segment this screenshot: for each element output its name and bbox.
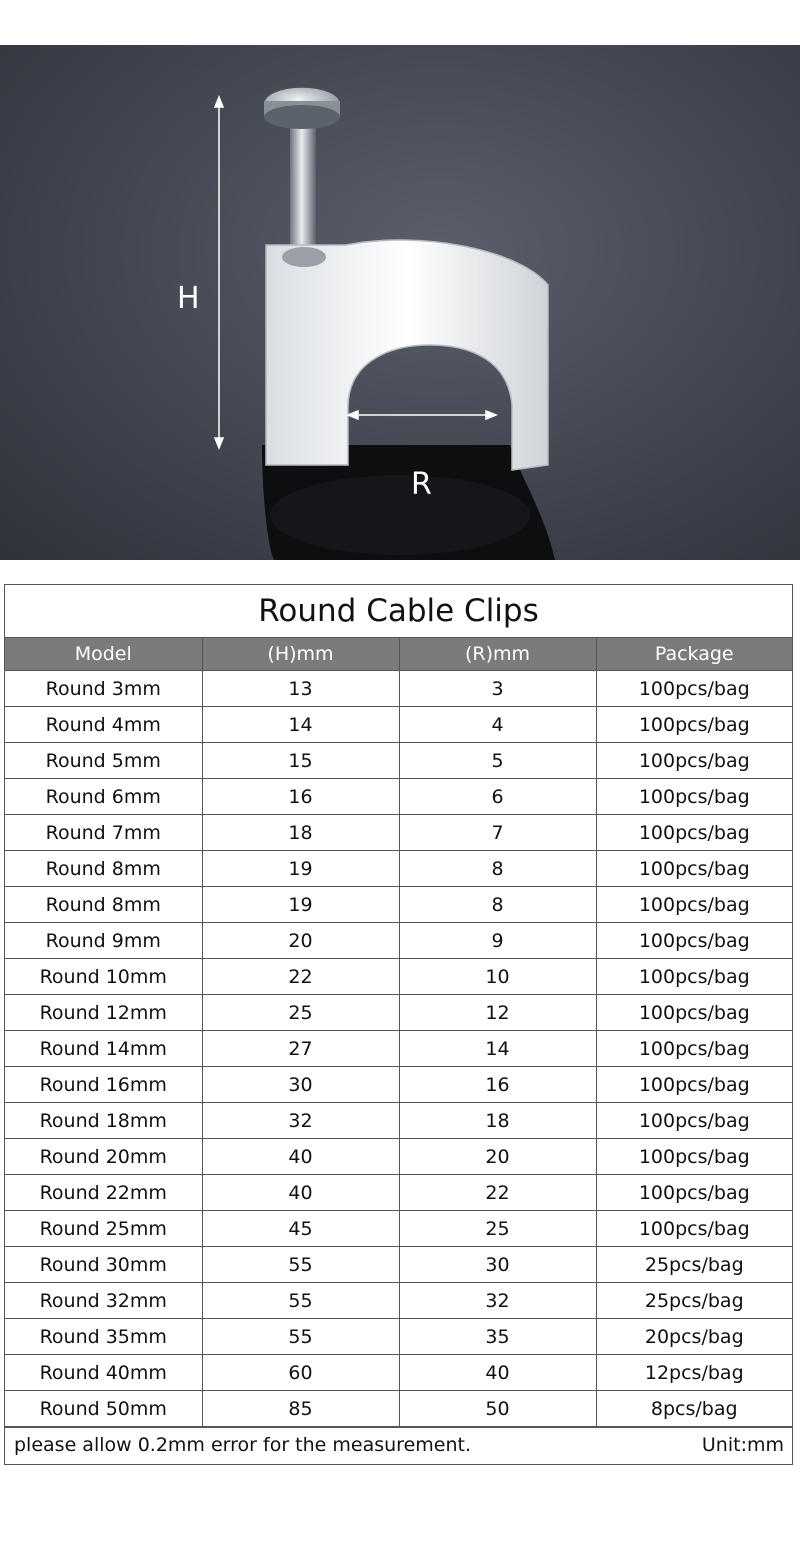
radius-label: R <box>411 467 432 502</box>
cell-package: 20pcs/bag <box>596 1319 792 1355</box>
table-row <box>5 815 792 851</box>
cell-radius: 10 <box>399 959 596 995</box>
cell-package: 100pcs/bag <box>596 1139 792 1175</box>
cell-radius: 3 <box>399 671 596 707</box>
cell-model: Round 6mm <box>5 779 202 815</box>
cell-radius: 9 <box>399 923 596 959</box>
cell-model: Round 10mm <box>5 959 202 995</box>
height-label: H <box>177 281 200 316</box>
cell-model: Round 5mm <box>5 743 202 779</box>
table-row <box>5 1031 792 1067</box>
cell-model: Round 14mm <box>5 1031 202 1067</box>
cell-radius: 6 <box>399 779 596 815</box>
cell-height: 25 <box>202 995 399 1031</box>
cell-model: Round 40mm <box>5 1355 202 1391</box>
cell-package: 100pcs/bag <box>596 671 792 707</box>
table-row <box>5 959 792 995</box>
cell-package: 25pcs/bag <box>596 1283 792 1319</box>
table-row <box>5 743 792 779</box>
cell-height: 85 <box>202 1391 399 1427</box>
cell-package: 100pcs/bag <box>596 851 792 887</box>
cell-radius: 32 <box>399 1283 596 1319</box>
measurement-note: please allow 0.2mm error for the measurement. <box>14 1434 471 1456</box>
cell-height: 45 <box>202 1211 399 1247</box>
cell-package: 100pcs/bag <box>596 779 792 815</box>
table-row <box>5 1103 792 1139</box>
table-row <box>5 1355 792 1391</box>
cell-package: 100pcs/bag <box>596 923 792 959</box>
cell-height: 19 <box>202 887 399 923</box>
cell-radius: 40 <box>399 1355 596 1391</box>
cell-height: 40 <box>202 1175 399 1211</box>
clip-body <box>266 240 548 470</box>
cell-radius: 25 <box>399 1211 596 1247</box>
product-photo <box>0 45 800 560</box>
cell-radius: 16 <box>399 1067 596 1103</box>
cell-package: 100pcs/bag <box>596 815 792 851</box>
cell-model: Round 7mm <box>5 815 202 851</box>
cell-height: 27 <box>202 1031 399 1067</box>
cell-radius: 7 <box>399 815 596 851</box>
cell-height: 55 <box>202 1319 399 1355</box>
cell-package: 100pcs/bag <box>596 1067 792 1103</box>
cell-model: Round 4mm <box>5 707 202 743</box>
cell-model: Round 9mm <box>5 923 202 959</box>
header-radius: (R)mm <box>399 638 596 671</box>
cell-height: 15 <box>202 743 399 779</box>
cell-height: 30 <box>202 1067 399 1103</box>
cell-model: Round 12mm <box>5 995 202 1031</box>
cell-model: Round 50mm <box>5 1391 202 1427</box>
cell-model: Round 8mm <box>5 851 202 887</box>
cell-radius: 12 <box>399 995 596 1031</box>
cell-package: 100pcs/bag <box>596 1103 792 1139</box>
cell-height: 13 <box>202 671 399 707</box>
header-package: Package <box>596 638 792 671</box>
cell-radius: 50 <box>399 1391 596 1427</box>
cell-height: 40 <box>202 1139 399 1175</box>
cell-package: 100pcs/bag <box>596 1211 792 1247</box>
table-row <box>5 995 792 1031</box>
cell-package: 100pcs/bag <box>596 707 792 743</box>
cell-radius: 22 <box>399 1175 596 1211</box>
cell-model: Round 30mm <box>5 1247 202 1283</box>
cell-package: 12pcs/bag <box>596 1355 792 1391</box>
cell-model: Round 16mm <box>5 1067 202 1103</box>
cell-package: 25pcs/bag <box>596 1247 792 1283</box>
cell-radius: 20 <box>399 1139 596 1175</box>
cell-package: 100pcs/bag <box>596 743 792 779</box>
cell-height: 19 <box>202 851 399 887</box>
cell-model: Round 8mm <box>5 887 202 923</box>
cell-height: 55 <box>202 1283 399 1319</box>
unit-label: Unit:mm <box>701 1434 784 1456</box>
table-row <box>5 1139 792 1175</box>
table-body <box>5 671 792 1427</box>
cell-height: 14 <box>202 707 399 743</box>
cell-model: Round 25mm <box>5 1211 202 1247</box>
table-row <box>5 923 792 959</box>
cell-model: Round 32mm <box>5 1283 202 1319</box>
cell-radius: 5 <box>399 743 596 779</box>
header-height: (H)mm <box>202 638 399 671</box>
cable-clip-illustration <box>0 45 800 560</box>
radius-dimension-arrow <box>348 411 496 419</box>
cell-radius: 14 <box>399 1031 596 1067</box>
header-model: Model <box>5 638 202 671</box>
cell-radius: 8 <box>399 851 596 887</box>
table-title: Round Cable Clips <box>5 585 792 638</box>
cell-height: 20 <box>202 923 399 959</box>
cell-model: Round 22mm <box>5 1175 202 1211</box>
cell-package: 100pcs/bag <box>596 959 792 995</box>
table-row <box>5 1391 792 1427</box>
cell-height: 60 <box>202 1355 399 1391</box>
cell-package: 100pcs/bag <box>596 887 792 923</box>
cell-height: 32 <box>202 1103 399 1139</box>
table-row <box>5 1247 792 1283</box>
cell-radius: 8 <box>399 887 596 923</box>
cell-height: 55 <box>202 1247 399 1283</box>
cell-height: 18 <box>202 815 399 851</box>
cell-height: 22 <box>202 959 399 995</box>
header-row <box>5 638 792 671</box>
table-row <box>5 671 792 707</box>
cell-height: 16 <box>202 779 399 815</box>
cell-model: Round 18mm <box>5 1103 202 1139</box>
table-row <box>5 851 792 887</box>
cell-package: 8pcs/bag <box>596 1391 792 1427</box>
cell-package: 100pcs/bag <box>596 995 792 1031</box>
table-row <box>5 1319 792 1355</box>
cell-model: Round 35mm <box>5 1319 202 1355</box>
cell-model: Round 3mm <box>5 671 202 707</box>
spec-grid <box>5 638 792 1427</box>
height-dimension-arrow <box>215 97 223 448</box>
table-row <box>5 779 792 815</box>
cell-package: 100pcs/bag <box>596 1031 792 1067</box>
cell-radius: 35 <box>399 1319 596 1355</box>
cell-model: Round 20mm <box>5 1139 202 1175</box>
table-row <box>5 1067 792 1103</box>
cell-radius: 4 <box>399 707 596 743</box>
spec-table <box>4 584 793 1465</box>
cell-radius: 30 <box>399 1247 596 1283</box>
table-row <box>5 1211 792 1247</box>
table-row <box>5 1175 792 1211</box>
cell-radius: 18 <box>399 1103 596 1139</box>
cell-package: 100pcs/bag <box>596 1175 792 1211</box>
table-row <box>5 887 792 923</box>
table-row <box>5 1283 792 1319</box>
table-footer <box>5 1427 792 1462</box>
table-row <box>5 707 792 743</box>
